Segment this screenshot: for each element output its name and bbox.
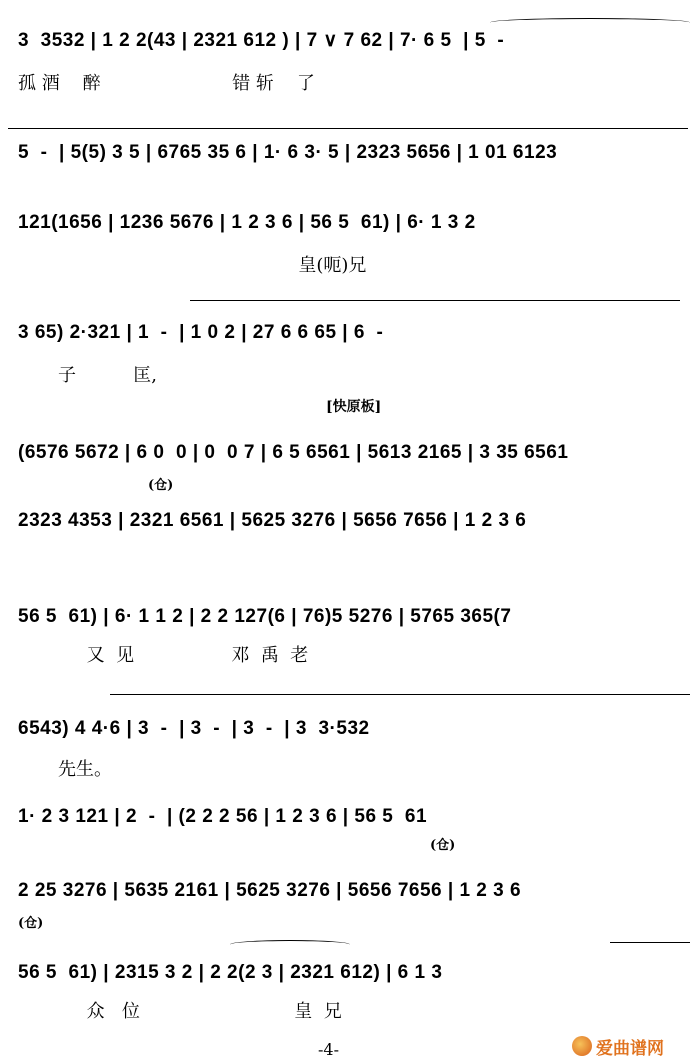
notation-line: (6576 5672 | 6 0 0 | 0 0 7 | 6 5 6561 | 5613 2165 | 3 35 6561 <box>18 442 569 463</box>
notation-line: 1· 2 3 121 | 2 - | (2 2 2 56 | 1 2 3 6 | 56 5 61 <box>18 806 428 827</box>
slur-mark <box>610 942 690 951</box>
tempo-marking: [快原板] <box>326 399 382 415</box>
notation-line: 2 25 3276 | 5635 2161 | 5625 3276 | 5656 7656 | 1 2 3 6 <box>18 880 522 901</box>
notation-line: 3 3532 | 1 2 2(43 | 2321 612 ) | 7 ∨ 7 62 | 7· 6 5 | 5 - <box>18 30 505 51</box>
notation-line: 2323 4353 | 2321 6561 | 5625 3276 | 5656 7656 | 1 2 3 6 <box>18 510 527 531</box>
notation-line: 3 65) 2·321 | 1 - | 1 0 2 | 27 6 6 65 | 6 - <box>18 322 384 343</box>
watermark-text: 爱曲谱网 <box>596 1038 664 1059</box>
slur-mark <box>110 694 690 703</box>
percussion-mark: (仓) <box>148 478 174 493</box>
page-number: -4- <box>318 1040 339 1059</box>
notation-line: 56 5 61) | 6· 1 1 2 | 2 2 127(6 | 76)5 5276 | 5765 365(7 <box>18 606 512 627</box>
lyrics-line: 子 匡, <box>18 365 157 386</box>
lyrics-line: 皇(呃)兄 <box>18 255 367 276</box>
slur-mark <box>490 18 690 27</box>
slur-mark <box>230 940 350 949</box>
percussion-mark: (仓) <box>430 838 456 853</box>
lyrics-line: 众 位 皇 兄 <box>18 1001 342 1022</box>
lyrics-line: 又 见 邓 禹 老 <box>18 645 309 666</box>
notation-line: 56 5 61) | 2315 3 2 | 2 2(2 3 | 2321 612) | 6 1 3 <box>18 962 443 983</box>
percussion-mark: (仓) <box>18 916 44 931</box>
notation-line: 6543) 4 4·6 | 3 - | 3 - | 3 - | 3 3·532 <box>18 718 370 739</box>
lyrics-line: 先生。 <box>18 759 113 780</box>
slur-mark <box>190 300 680 309</box>
slur-mark <box>8 128 688 137</box>
music-logo-icon <box>572 1036 592 1056</box>
notation-line: 121(1656 | 1236 5676 | 1 2 3 6 | 56 5 61) | 6· 1 3 2 <box>18 212 476 233</box>
notation-line: 5 - | 5(5) 3 5 | 6765 35 6 | 1· 6 3· 5 | 2323 5656 | 1 01 6123 <box>18 142 558 163</box>
lyrics-line: 孤 酒 醉 错 斩 了 <box>18 73 315 94</box>
site-watermark <box>572 1032 698 1060</box>
